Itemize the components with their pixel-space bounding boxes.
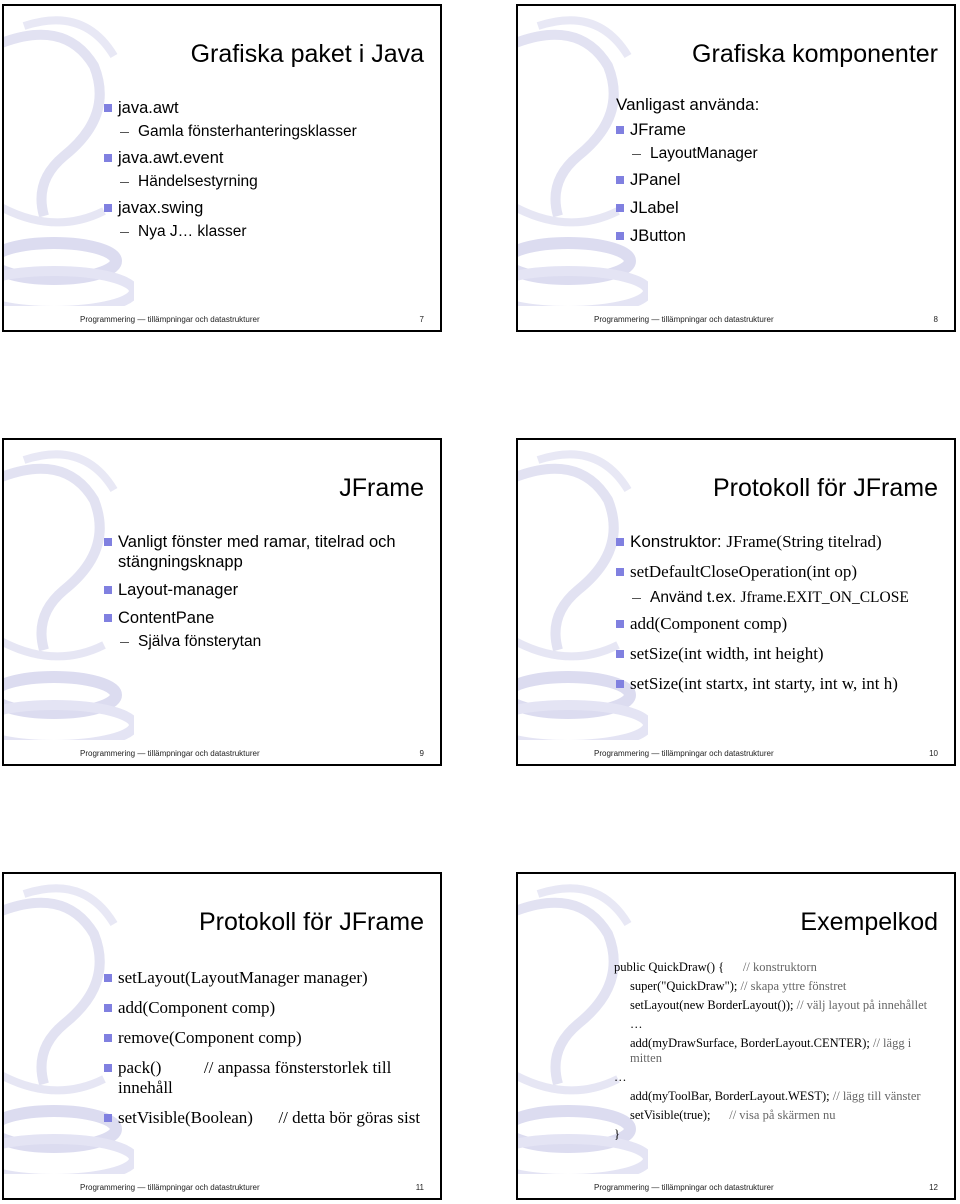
list-item: Layout-manager xyxy=(104,580,426,600)
list-item: pack() // anpassa fönsterstorlek till innehåll xyxy=(104,1058,426,1098)
code-comment: // skapa yttre fönstret xyxy=(737,979,847,993)
list-item: setVisible(Boolean) // detta bör göras sist xyxy=(104,1108,426,1128)
code-line xyxy=(614,979,938,994)
slide-title: Protokoll för JFrame xyxy=(198,908,424,936)
slide-11 xyxy=(2,872,442,1200)
slide-8 xyxy=(516,4,956,332)
code-line xyxy=(614,1108,938,1123)
slide-number: 8 xyxy=(933,315,938,324)
slide-number: 9 xyxy=(419,749,424,758)
list-item: JButton xyxy=(616,226,940,246)
list-item: ContentPane xyxy=(104,608,426,628)
code-text: … xyxy=(630,1017,643,1031)
slide-footer xyxy=(594,1183,938,1192)
slide-number: 10 xyxy=(929,749,938,758)
code-comment: // konstruktorn xyxy=(724,960,817,974)
list-item: java.awt xyxy=(104,98,426,118)
code-line xyxy=(614,960,938,975)
sub-item: Gamla fönsterhanteringsklasser xyxy=(104,122,426,142)
slide-title: JFrame xyxy=(339,474,424,502)
code-line xyxy=(614,1127,938,1142)
list-item: JFrame xyxy=(616,120,940,140)
list-item xyxy=(616,532,940,552)
slide-footer xyxy=(594,315,938,324)
sub-item: Händelsestyrning xyxy=(104,172,426,192)
code-line xyxy=(614,1070,938,1085)
code-text: } xyxy=(614,1127,620,1141)
footer-text: Programmering — tillämpningar och datastrukturer xyxy=(594,315,774,324)
slide-title: Grafiska paket i Java xyxy=(190,40,424,68)
list-item: JPanel xyxy=(616,170,940,190)
sub-item: LayoutManager xyxy=(616,144,940,164)
list-item: java.awt.event xyxy=(104,148,426,168)
footer-text: Programmering — tillämpningar och datastrukturer xyxy=(594,749,774,758)
code-comment: // lägg i mitten xyxy=(630,1036,912,1065)
sub-item xyxy=(616,588,940,608)
code-line xyxy=(614,1089,938,1104)
list-item: remove(Component comp) xyxy=(104,1028,426,1048)
code-comment: // visa på skärmen nu xyxy=(710,1108,836,1122)
item-code: JFrame(String titelrad) xyxy=(726,532,882,551)
sub-item: Själva fönsterytan xyxy=(104,632,426,652)
code-comment: // lägg till vänster xyxy=(829,1089,921,1103)
slide-10 xyxy=(516,438,956,766)
list-item: Vanligt fönster med ramar, titelrad och stängningsknapp xyxy=(104,532,426,572)
code-text: setLayout(new BorderLayout()); xyxy=(630,998,794,1012)
code-line xyxy=(614,1036,938,1066)
code-text: setVisible(true); xyxy=(630,1108,711,1122)
code-line xyxy=(614,998,938,1013)
item-prefix: Konstruktor: xyxy=(630,532,727,551)
code-line xyxy=(614,1017,938,1032)
code-text: … xyxy=(614,1070,627,1084)
slide-title: Grafiska komponenter xyxy=(692,40,938,68)
code-text: public QuickDraw() { xyxy=(614,960,725,974)
code-text: add(myDrawSurface, BorderLayout.CENTER); xyxy=(630,1036,870,1050)
list-item: add(Component comp) xyxy=(104,998,426,1018)
slide-title: Protokoll för JFrame xyxy=(712,474,938,502)
slide-7 xyxy=(2,4,442,332)
list-item: setSize(int startx, int starty, int w, int h) xyxy=(616,674,940,694)
footer-text: Programmering — tillämpningar och datastrukturer xyxy=(80,315,260,324)
code-text: add(myToolBar, BorderLayout.WEST); xyxy=(630,1089,830,1103)
slide-12 xyxy=(516,872,956,1200)
code-text: super("QuickDraw"); xyxy=(630,979,738,993)
slide-number: 12 xyxy=(929,1183,938,1192)
code-block xyxy=(614,960,938,1142)
list-item: setDefaultCloseOperation(int op) xyxy=(616,562,940,582)
sub-item: Nya J… klasser xyxy=(104,222,426,242)
footer-text: Programmering — tillämpningar och datastrukturer xyxy=(594,1183,774,1192)
footer-text: Programmering — tillämpningar och datastrukturer xyxy=(80,1183,260,1192)
list-item: setLayout(LayoutManager manager) xyxy=(104,968,426,988)
slide-subtitle: Vanligast använda: xyxy=(616,95,760,114)
slide-number: 11 xyxy=(415,1183,424,1192)
slide-footer xyxy=(80,1183,424,1192)
slide-9 xyxy=(2,438,442,766)
list-item: setSize(int width, int height) xyxy=(616,644,940,664)
slide-footer xyxy=(80,315,424,324)
slide-number: 7 xyxy=(419,315,424,324)
code-comment: // välj layout på innehållet xyxy=(793,998,928,1012)
slide-footer xyxy=(80,749,424,758)
footer-text: Programmering — tillämpningar och datastrukturer xyxy=(80,749,260,758)
item-code: Jframe.EXIT_ON_CLOSE xyxy=(740,589,909,606)
item-prefix: Använd t.ex. xyxy=(650,589,741,606)
slide-title: Exempelkod xyxy=(800,908,938,936)
list-item: add(Component comp) xyxy=(616,614,940,634)
list-item: JLabel xyxy=(616,198,940,218)
slide-footer xyxy=(594,749,938,758)
list-item: javax.swing xyxy=(104,198,426,218)
